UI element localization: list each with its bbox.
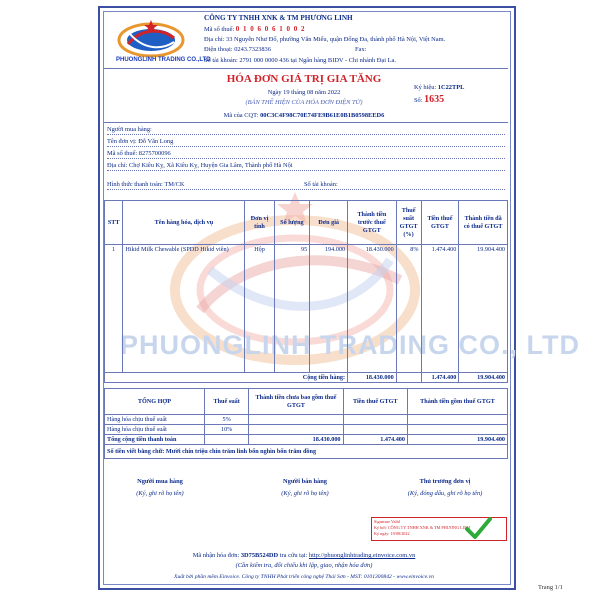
checkmark-icon <box>464 516 492 540</box>
invoice-title: HÓA ĐƠN GIÁ TRỊ GIA TĂNG <box>226 73 382 85</box>
sum-col-amount: Thành tiền chưa bao gồm thuế GTGT <box>249 389 343 415</box>
divider <box>104 68 508 69</box>
sum-col-tax: Tiền thuế GTGT <box>343 389 407 415</box>
cell-total: 19.904.400 <box>459 245 508 373</box>
digital-signature-stamp <box>371 517 507 541</box>
payment-label: Hình thức thanh toán: <box>107 181 163 188</box>
sum-col-total: Thành tiền gồm thuế GTGT <box>407 389 507 415</box>
sum-row1-rate: 5% <box>204 415 249 425</box>
cell-qty: 95 <box>274 245 310 373</box>
invoice-date: Ngày 19 tháng 08 năm 2022 <box>267 89 341 96</box>
company-tax-label: Mã số thuế: <box>204 26 235 33</box>
cell-rate: 8% <box>396 245 421 373</box>
buyer-tax: 8275700096 <box>138 150 171 157</box>
sum-col-label: TỔNG HỢP <box>105 389 205 415</box>
sum-total-label: Tổng cộng tiền thanh toán <box>105 435 205 445</box>
buyer-sign-title: Người mua hàng <box>137 478 183 485</box>
invoice-subtitle: (BẢN THỂ HIỆN CỦA HÓA ĐƠN ĐIỆN TỬ) <box>245 99 363 106</box>
watermark-text: PHUONGLINH TRADING CO., LTD <box>120 330 580 360</box>
total-label: Cộng tiền hàng: <box>105 373 348 383</box>
items-table <box>104 200 508 383</box>
stamp-valid: Signature Valid <box>374 519 400 524</box>
sum-total-tax: 1.474.400 <box>343 435 407 445</box>
cell-stt: 1 <box>105 245 123 373</box>
stamp-signer: Ký bởi: CÔNG TY TNHH XNK & TM PHƯƠNG LINH <box>374 525 471 530</box>
sum-row1-label: Hàng hóa chịu thuế suất <box>105 415 205 425</box>
sum-total-row <box>105 435 508 445</box>
col-total: Thành tiền đã có thuế GTGT <box>459 201 508 245</box>
lookup-code: 3D75B524DD <box>240 552 279 559</box>
company-name: CÔNG TY TNHH XNK & TM PHƯƠNG LINH <box>204 14 353 22</box>
buyer-unit: Đỗ Văn Long <box>138 138 174 145</box>
buyer-address: Chợ Kiêu Kỵ, Xã Kiêu Kỵ, Huyện Gia Lâm, Thành phố Hà Nội <box>129 162 293 169</box>
buyer-unit-label: Tên đơn vị: <box>107 138 137 145</box>
table-row <box>105 425 508 435</box>
col-price: Đơn giá <box>310 201 348 245</box>
cell-amount: 18.430.000 <box>348 245 397 373</box>
sum-row2-label: Hàng hóa chịu thuế suất <box>105 425 205 435</box>
lookup-url-link[interactable]: http://phuonglinhtrading.einvoice.com.vn <box>308 552 416 559</box>
buyer-sign-note: (Ký, ghi rõ họ tên) <box>136 490 184 497</box>
col-stt: STT <box>105 201 123 245</box>
col-unit: Đơn vị tính <box>245 201 274 245</box>
table-row <box>105 415 508 425</box>
lookup-text: tra cứu tại: <box>279 552 308 559</box>
col-rate: Thuế suất GTGT (%) <box>396 201 421 245</box>
logo-text: PHUONGLINH TRADING CO.,LTD <box>116 57 211 63</box>
buyer-account-label: Số tài khoản: <box>304 181 338 188</box>
lookup-label: Mã nhận hóa đơn: <box>192 552 240 559</box>
total-tax: 1.474.400 <box>421 373 459 383</box>
symbol-label: Ký hiệu: <box>414 84 437 91</box>
sum-row2-rate: 10% <box>204 425 249 435</box>
company-phone: 0243.7323836 <box>234 46 271 53</box>
lookup-note: (Cần kiểm tra, đối chiếu khi lập, giao, nhận hóa đơn) <box>235 562 373 569</box>
col-amount: Thành tiền trước thuế GTGT <box>348 201 397 245</box>
invoice-number: 1635 <box>424 94 445 105</box>
table-total-row <box>105 373 508 383</box>
stamp-date: Ký ngày: 19/08/2022 <box>374 531 410 536</box>
sum-col-rate: Thuế suất <box>204 389 249 415</box>
company-address: 33 Nguyễn Như Đổ, phường Văn Miếu, quận Đống Đa, thành phố Hà Nội, Việt Nam. <box>226 36 446 43</box>
sum-total-sum: 19.904.400 <box>407 435 507 445</box>
col-tax: Tiền thuế GTGT <box>421 201 459 245</box>
total-amount: 18.430.000 <box>348 373 397 383</box>
cell-tax: 1.474.400 <box>421 245 459 373</box>
payment-method: TM/CK <box>164 181 185 188</box>
col-qty: Số lượng <box>274 201 310 245</box>
cell-price: 194.000 <box>310 245 348 373</box>
company-account: 2791 000 0000 436 <box>239 57 289 64</box>
table-row <box>105 245 508 373</box>
amount-in-words: Mười chín triệu chín trăm linh bốn nghìn bốn trăm đồng <box>165 448 317 455</box>
symbol-value: 1C22TPL <box>437 84 465 91</box>
cqt-code: 00C3C4F98C70E74FE9B61E0B1B0598EED6 <box>260 112 385 119</box>
company-fax-label: Fax: <box>355 46 367 53</box>
company-phone-label: Điện thoại: <box>204 46 233 53</box>
company-account-label: Số tài khoản: <box>204 57 238 64</box>
divider <box>104 122 508 123</box>
summary-table <box>104 388 508 459</box>
sum-total-amount: 18.430.000 <box>249 435 343 445</box>
company-tax-code: 0 1 0 6 0 6 1 0 0 2 <box>235 25 306 33</box>
cell-name: Hikid Milk Chewable (SPDD Hikid viên) <box>123 245 245 373</box>
words-label: Số tiền viết bằng chữ: <box>107 448 165 455</box>
col-name: Tên hàng hóa, dịch vụ <box>123 201 245 245</box>
buyer-address-label: Địa chỉ: <box>107 162 128 169</box>
company-address-label: Địa chỉ: <box>204 36 225 43</box>
head-sign-note: (Ký, đóng dấu, ghi rõ họ tên) <box>407 490 483 497</box>
cell-unit: Hộp <box>245 245 274 373</box>
seller-sign-title: Người bán hàng <box>283 478 327 485</box>
page-number: Trang 1/1 <box>538 584 563 591</box>
number-label: Số: <box>414 97 423 104</box>
company-bank: tại Ngân hàng BIDV - Chi nhánh Đại La. <box>290 57 396 64</box>
seller-sign-note: (Ký, ghi rõ họ tên) <box>281 490 329 497</box>
company-logo-icon <box>116 20 186 60</box>
cqt-label: Mã của CQT: <box>223 112 259 119</box>
buyer-tax-label: Mã số thuế: <box>107 150 138 157</box>
total-sum: 19.904.400 <box>459 373 508 383</box>
buyer-label: Người mua hàng: <box>107 126 152 133</box>
software-note: Xuất bởi phần mềm Einvoice. Công ty TNHH Phát triển công nghệ Thái Sơn - MST: 0101300842 - www.einvoice.vn <box>174 574 434 580</box>
head-sign-title: Thủ trưởng đơn vị <box>419 478 471 485</box>
